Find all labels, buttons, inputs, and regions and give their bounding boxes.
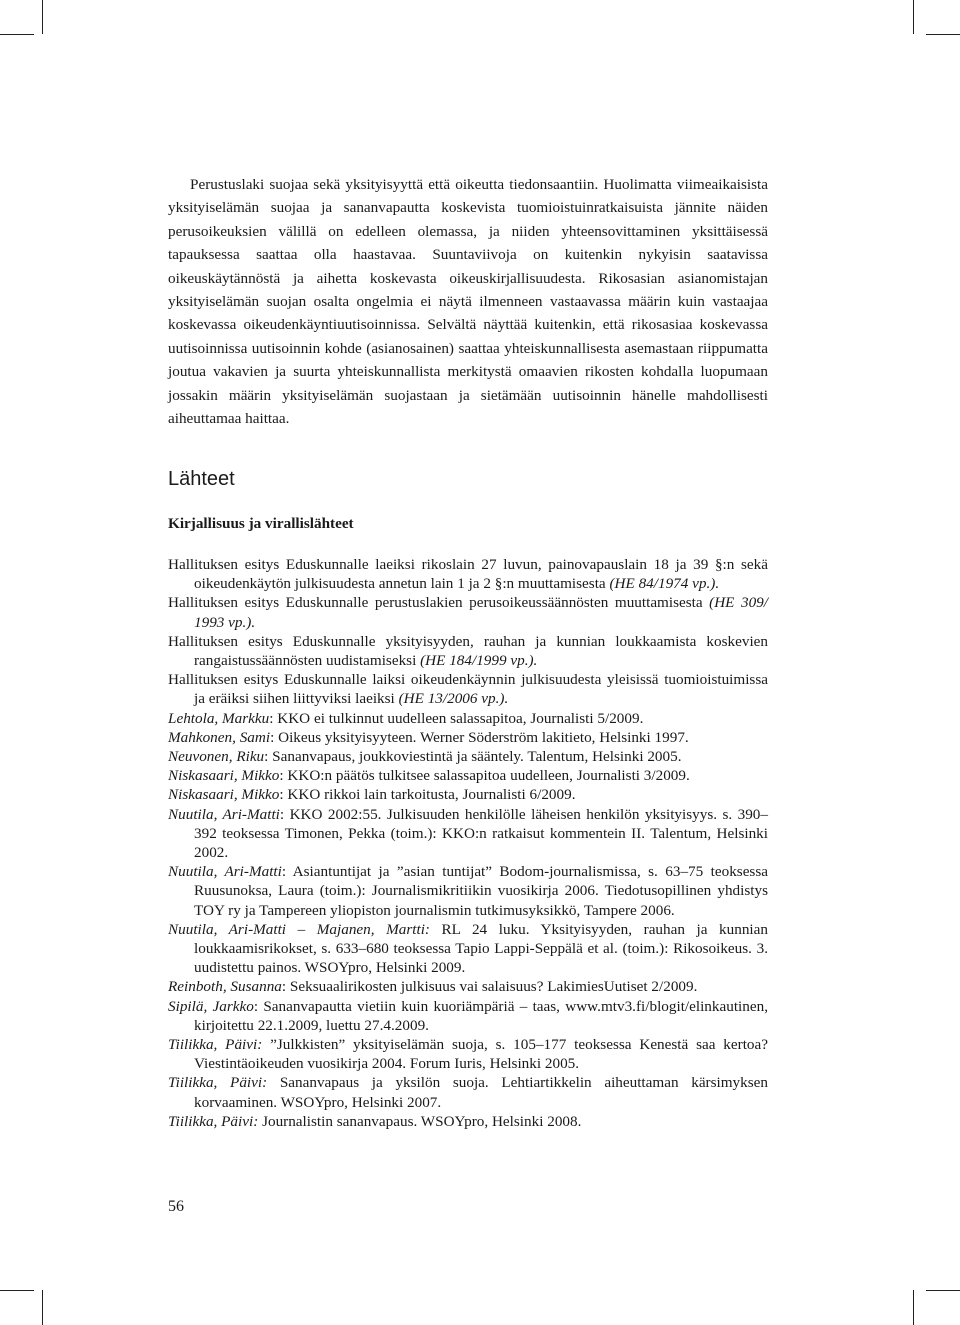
reference-author: Nuutila, Ari-Matti xyxy=(168,805,280,823)
reference-list xyxy=(168,555,768,1131)
reference-author: Mahkonen, Sami xyxy=(168,728,271,746)
reference-author: Niskasaari, Mikko xyxy=(168,767,280,785)
reference-item xyxy=(168,709,768,728)
reference-item xyxy=(168,593,768,631)
reference-item xyxy=(168,977,768,996)
subsection-heading: Kirjallisuus ja virallislähteet xyxy=(168,515,354,532)
body-text xyxy=(168,173,768,430)
reference-text: Hallituksen esitys Eduskunnalle laiksi oikeudenkäynnin julkisuudesta yleisissä tuomioistuimissa ja eräiksi siihen liittyviksi laeiksi xyxy=(168,671,768,708)
crop-mark xyxy=(926,1290,960,1291)
section-heading: Lähteet xyxy=(168,468,235,490)
reference-item xyxy=(168,862,768,920)
reference-text: : Sananvapaus, joukkoviestintä ja sääntely. Talentum, Helsinki 2005. xyxy=(264,748,682,766)
reference-author: Sipilä, Jarkko xyxy=(168,997,254,1015)
reference-item xyxy=(168,670,768,708)
reference-text: Hallituksen esitys Eduskunnalle laeiksi rikoslain 27 luvun, painovapauslain 18 ja 39 §:n sekä oikeudenkäytön julkisuudesta annetun lain 1 ja 2 §:n muuttamisesta xyxy=(168,556,768,593)
reference-item xyxy=(168,728,768,747)
reference-author: Nuutila, Ari-Matti xyxy=(168,863,282,881)
reference-item xyxy=(168,632,768,670)
crop-mark xyxy=(913,1290,914,1325)
reference-text: : KKO ei tulkinnut uudelleen salassapitoa, Journalisti 5/2009. xyxy=(269,709,644,727)
reference-text: : KKO:n päätös tulkitsee salassapitoa uudelleen, Journalisti 3/2009. xyxy=(279,767,690,785)
reference-item xyxy=(168,747,768,766)
body-paragraph: Perustuslaki suojaa sekä yksityisyyttä että oikeutta tiedonsaantiin. Huolimatta viimeaikaisista yksityiselämän suojaa ja sananvapautta koskevista tuomioistuinratkaisuista jännite näiden perusoikeuksien välillä on edelleen olemassa, ja niiden yhteensovittaminen yksittäisessä tapauksessa saattaa olla haastavaa. Suuntaviivoja on kuitenkin nykyisin saatavissa oikeuskäytännöstä ja aihetta koskevasta oikeuskirjallisuudesta. Rikosasian asianomistajan yksityiselämän suojan osalta ongelmia ei näytä ilmenneen vastaavassa määrin kuin vastaajaa koskevassa oikeudenkäyntiuutisoinnissa. Selvältä näyttää kuitenkin, että rikosasiaa koskevassa uutisoinnissa uutisoinnin kohde (asianosainen) saattaa yhteiskunnallisesta asemastaan riippumatta joutua vakavien ja suurta yhteiskunnallista merkitystä omaavien rikosten kohdalla luopumaan jossakin määrin yksityiselämän suojastaan ja sietämään uutisoinnin hänelle mahdollisesti aiheuttamaa haittaa. xyxy=(168,176,768,428)
reference-author: Tiilikka, Päivi: xyxy=(168,1112,259,1130)
reference-text: : Seksuaalirikosten julkisuus vai salaisuus? LakimiesUutiset 2/2009. xyxy=(281,978,698,996)
reference-author: Tiilikka, Päivi: xyxy=(168,1074,268,1092)
reference-item xyxy=(168,1073,768,1111)
reference-text: RL 24 luku. Yksityisyyden, rauhan ja kunnian loukkaamisrikokset, s. 633–680 teoksessa Tapio Lappi-Seppälä et al. (toim.): Rikosoikeus. 3. uudistettu painos. WSOYpro, Helsinki 2009. xyxy=(194,920,768,977)
crop-mark xyxy=(926,34,960,35)
reference-item xyxy=(168,1112,768,1131)
reference-note: (HE 184/1999 vp.). xyxy=(420,652,538,670)
reference-text: Hallituksen esitys Eduskunnalle perustuslakien perusoikeussäännösten muuttamisesta xyxy=(168,594,710,612)
reference-author: Niskasaari, Mikko xyxy=(168,786,280,804)
reference-text: Sananvapaus ja yksilön suoja. Lehtiartikkelin aiheuttaman kärsimyksen korvaaminen. WSOYpro, Helsinki 2007. xyxy=(194,1074,768,1111)
crop-mark xyxy=(0,1290,34,1291)
reference-note: (HE 84/1974 vp.). xyxy=(609,575,720,593)
reference-item xyxy=(168,766,768,785)
crop-mark xyxy=(42,0,43,34)
reference-item xyxy=(168,1035,768,1073)
reference-author: Reinboth, Susanna xyxy=(168,978,282,996)
reference-author: Lehtola, Markku xyxy=(168,709,270,727)
page-number: 56 xyxy=(168,1198,184,1215)
reference-note: (HE 13/2006 vp.). xyxy=(398,690,509,708)
reference-item xyxy=(168,997,768,1035)
reference-text: : Oikeus yksityisyyteen. Werner Söderström lakitieto, Helsinki 1997. xyxy=(270,728,689,746)
reference-text: : KKO 2002:55. Julkisuuden henkilölle läheisen henkilön yksityisyys. s. 390–392 teoksessa Timonen, Pekka (toim.): KKO:n ratkaisut kommentein II. Talentum, Helsinki 2002. xyxy=(194,805,768,862)
reference-item xyxy=(168,555,768,593)
crop-mark xyxy=(42,1290,43,1325)
reference-author: Nuutila, Ari-Matti – Majanen, Martti: xyxy=(168,920,430,938)
reference-item xyxy=(168,805,768,863)
crop-mark xyxy=(0,34,34,35)
reference-text: : KKO rikkoi lain tarkoitusta, Journalisti 6/2009. xyxy=(279,786,576,804)
reference-author: Neuvonen, Riku xyxy=(168,748,265,766)
reference-text: Hallituksen esitys Eduskunnalle yksityisyyden, rauhan ja kunnian loukkaamista koskevien rangaistussäännösten uudistamiseksi xyxy=(168,632,768,670)
reference-text: : Asiantuntijat ja ”asian tuntijat” Bodom-journalismissa, s. 63–75 teoksessa Ruusunoksa, Laura (toim.): Journalismikritiikin vuosikirja 2006. Tiedotusopillinen yhdistys TOY ry ja Tampereen yliopiston journalismin tutkimusyksikkö, Tampere 2006. xyxy=(194,863,768,919)
reference-author: Tiilikka, Päivi: xyxy=(168,1036,263,1054)
crop-mark xyxy=(913,0,914,34)
reference-item xyxy=(168,920,768,978)
reference-item xyxy=(168,785,768,804)
reference-text: Journalistin sananvapaus. WSOYpro, Helsinki 2008. xyxy=(258,1112,582,1130)
reference-text: ”Julkkisten” yksityiselämän suoja, s. 105–177 teoksessa Kenestä saa kertoa? Viestintäoikeuden vuosikirja 2004. Forum Iuris, Helsinki 2005. xyxy=(194,1036,768,1073)
reference-note: (HE 309/ 1993 vp.). xyxy=(194,594,768,631)
reference-text: : Sananvapautta vietiin kuin kuoriämpäriä – taas, www.mtv3.fi/blogit/elinkautinen, kirjoitettu 22.1.2009, luettu 27.4.2009. xyxy=(194,997,768,1034)
